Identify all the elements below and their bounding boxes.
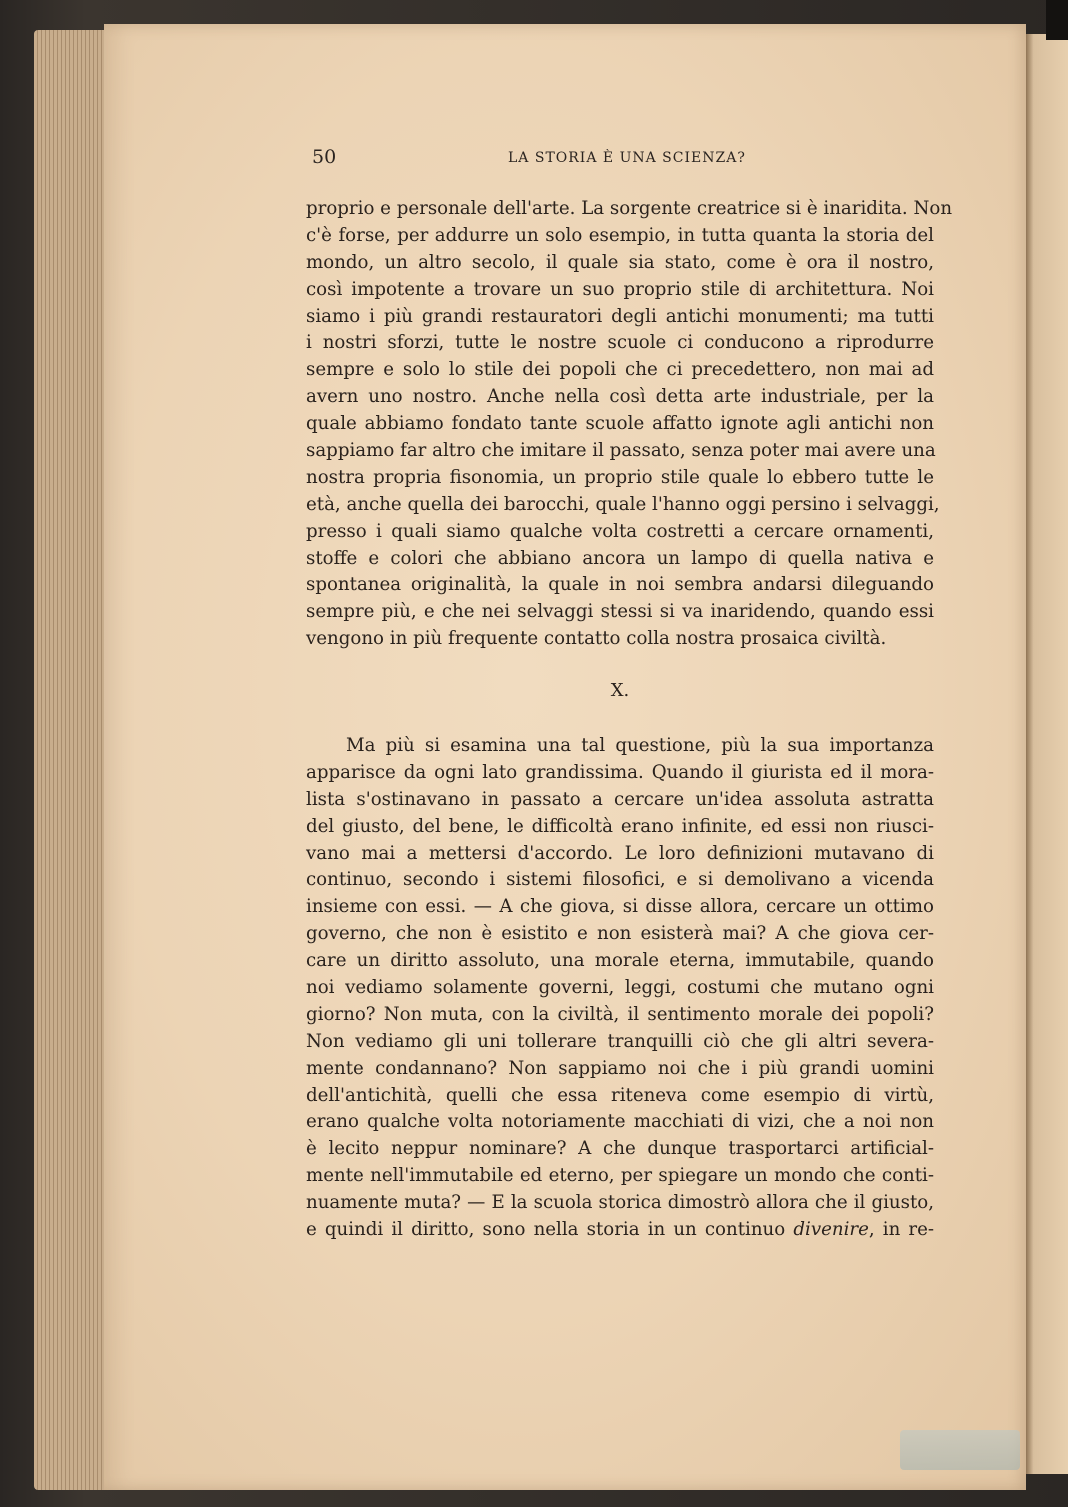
adjacent-page-edge bbox=[1026, 34, 1068, 1474]
text-line: sappiamo far altro che imitare il passato, senza poter mai avere una bbox=[306, 440, 936, 462]
text-line: mente nell'immutabile ed eterno, per spiegare un mondo che conti- bbox=[306, 1165, 934, 1187]
text-line: continuo, secondo i sistemi filosofici, e si demolivano a vicenda bbox=[306, 869, 934, 891]
text-line: sempre e solo lo stile dei popoli che ci precedettero, non mai ad bbox=[306, 359, 934, 381]
text-line: c'è forse, per addurre un solo esempio, in tutta quanta la storia del bbox=[306, 224, 934, 246]
text-line: mente condannano? Non sappiamo noi che i più grandi uomini bbox=[306, 1057, 934, 1079]
text-line: care un diritto assoluto, una morale eterna, immutabile, quando bbox=[306, 950, 934, 972]
text-line: proprio e personale dell'arte. La sorgente creatrice si è inaridita. Non bbox=[306, 198, 953, 219]
text-line: sempre più, e che nei selvaggi stessi si va inaridendo, quando essi bbox=[306, 601, 934, 623]
text-line: siamo i più grandi restauratori degli antichi monumenti; ma tutti bbox=[306, 305, 934, 327]
text-line: noi vediamo solamente governi, leggi, costumi che mutano ogni bbox=[306, 977, 934, 999]
text-segment: e quindi il diritto, sono nella storia in un continuo bbox=[306, 1219, 786, 1241]
text-line: è lecito neppur nominare? A che dunque trasportarci artificial- bbox=[306, 1138, 934, 1160]
page-tab-strip bbox=[900, 1430, 1020, 1470]
text-line: insieme con essi. — A che giova, si disse allora, cercare un ottimo bbox=[306, 896, 934, 918]
text-line: giorno? Non muta, con la civiltà, il sentimento morale dei popoli? bbox=[306, 1003, 934, 1025]
text-line: così impotente a trovare un suo proprio stile di architettura. Noi bbox=[306, 278, 934, 300]
text-line: stoffe e colori che abbiano ancora un lampo di quella nativa e bbox=[306, 547, 934, 569]
scan-corner bbox=[1046, 0, 1068, 40]
text-line: avern uno nostro. Anche nella così detta arte industriale, per la bbox=[306, 386, 934, 408]
section-heading: X. bbox=[610, 680, 630, 701]
text-line: lista s'ostinavano in passato a cercare un'idea assoluta astratta bbox=[306, 788, 934, 810]
paragraph-continued bbox=[306, 196, 953, 653]
running-title: LA STORIA È UNA SCIENZA? bbox=[508, 150, 746, 166]
italic-word: divenire bbox=[793, 1219, 869, 1241]
text-line: governo, che non è esistito e non esisterà mai? A che giova cer- bbox=[306, 923, 934, 945]
text-line: apparisce da ogni lato grandissima. Quando il giurista ed il mora- bbox=[306, 761, 934, 783]
text-line: Non vediamo gli uni tollerare tranquilli ciò che gli altri severa- bbox=[306, 1030, 934, 1052]
text-line: vano mai a mettersi d'accordo. Le loro definizioni mutavano di bbox=[306, 842, 934, 864]
text-line: dell'antichità, quelli che essa riteneva come esempio di virtù, bbox=[306, 1084, 934, 1106]
page-number: 50 bbox=[312, 146, 337, 168]
text-line: presso i quali siamo qualche volta costretti a cercare ornamenti, bbox=[306, 520, 934, 542]
text-line: erano qualche volta notoriamente macchiati di vizi, che a noi non bbox=[306, 1111, 934, 1133]
text-line: nuamente muta? — E la scuola storica dimostrò allora che il giusto, bbox=[306, 1192, 934, 1214]
text-line-final bbox=[306, 1217, 934, 1244]
text-line: del giusto, del bene, le difficoltà erano infinite, ed essi non riusci- bbox=[306, 815, 934, 837]
text-line: i nostri sforzi, tutte le nostre scuole ci conducono a riprodurre bbox=[306, 332, 934, 354]
text-line: nostra propria fisonomia, un proprio stile quale lo ebbero tutte le bbox=[306, 466, 934, 488]
text-line: età, anche quella dei barocchi, quale l'hanno oggi persino i selvaggi, bbox=[306, 493, 940, 515]
text-line: quale abbiamo fondato tante scuole affatto ignote agli antichi non bbox=[306, 413, 934, 435]
text-line: spontanea originalità, la quale in noi sembra andarsi dileguando bbox=[306, 574, 934, 596]
text-segment: , in re- bbox=[868, 1219, 934, 1241]
text-line: mondo, un altro secolo, il quale sia stato, come è ora il nostro, bbox=[306, 251, 934, 273]
paragraph bbox=[306, 733, 934, 1244]
running-head bbox=[308, 146, 938, 172]
text-line: Ma più si esamina una tal questione, più la sua importanza bbox=[346, 735, 934, 756]
book-page-edges bbox=[34, 30, 114, 1490]
text-line: vengono in più frequente contatto colla nostra prosaica civiltà. bbox=[306, 628, 887, 650]
